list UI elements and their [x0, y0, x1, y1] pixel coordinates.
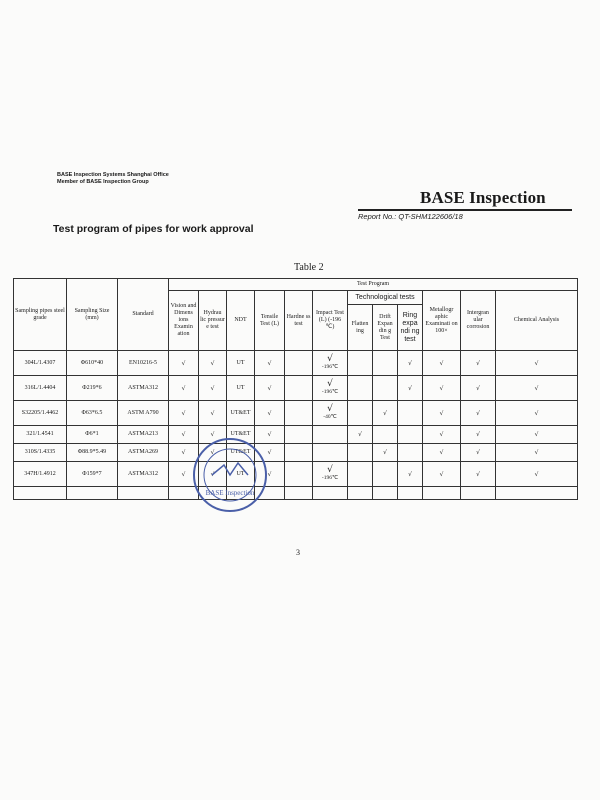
cell-size: Φ610*40 [67, 351, 118, 376]
cell-chemical: √ [496, 444, 578, 462]
cell-intergranular: √ [461, 462, 496, 487]
table-row [14, 426, 578, 444]
office-member: Member of BASE Inspection Group [57, 178, 149, 185]
empty-cell [118, 487, 169, 500]
cell-ndt: UT&ET [227, 444, 255, 462]
cell-grade: 347H/1.4912 [14, 462, 67, 487]
header-rule [358, 209, 572, 211]
header-metallographic: Metallogr aphic Examinati on 100× [423, 291, 461, 351]
cell-grade: 304L/1.4307 [14, 351, 67, 376]
empty-cell [313, 487, 348, 500]
header-technological-tests: Technological tests [348, 291, 423, 305]
cell-size: Φ63*6.5 [67, 401, 118, 426]
header-test-program: Test Program [169, 279, 578, 291]
header-sampling-size: Sampling Size (mm) [67, 279, 118, 351]
cell-standard: ASTMA312 [118, 462, 169, 487]
cell-intergranular: √ [461, 351, 496, 376]
cell-vision: √ [169, 444, 199, 462]
cell-metallographic: √ [423, 351, 461, 376]
cell-metallographic: √ [423, 401, 461, 426]
header-ndt: NDT [227, 291, 255, 351]
table-body [14, 351, 578, 500]
cell-flattening: √ [348, 426, 373, 444]
cell-chemical: √ [496, 351, 578, 376]
cell-ring [398, 426, 423, 444]
empty-cell [398, 487, 423, 500]
cell-ring: √ [398, 351, 423, 376]
page-number: 3 [296, 548, 300, 557]
cell-hardness [285, 444, 313, 462]
cell-hydraulic: √ [199, 444, 227, 462]
cell-tensile: √ [255, 426, 285, 444]
inspection-stamp [190, 435, 270, 515]
cell-metallographic: √ [423, 426, 461, 444]
cell-tensile: √ [255, 401, 285, 426]
impact-check: √ [327, 465, 333, 475]
impact-temperature: -196℃ [321, 389, 339, 395]
cell-hardness [285, 426, 313, 444]
cell-vision: √ [169, 351, 199, 376]
cell-ndt: UT [227, 462, 255, 487]
empty-cell [14, 487, 67, 500]
cell-hardness [285, 401, 313, 426]
cell-hardness [285, 462, 313, 487]
header-ring: Ring expa ndi ng test [398, 305, 423, 351]
cell-ndt: UT [227, 351, 255, 376]
cell-vision: √ [169, 376, 199, 401]
office-name: BASE Inspection Systems Shanghai Office [57, 172, 169, 178]
empty-cell [67, 487, 118, 500]
empty-row [14, 487, 578, 500]
cell-standard: ASTMA213 [118, 426, 169, 444]
cell-impact [313, 426, 348, 444]
cell-drift [373, 376, 398, 401]
header-hydraulic: Hydrau lic pressur e test [199, 291, 227, 351]
stamp-text: BASE Inspection [205, 489, 255, 497]
stamp-emblem [212, 463, 248, 475]
cell-ring [398, 401, 423, 426]
impact-temperature: -40℃ [323, 414, 337, 420]
cell-impact [313, 351, 348, 376]
empty-cell [285, 487, 313, 500]
cell-impact [313, 444, 348, 462]
office-block [57, 172, 169, 185]
cell-drift: √ [373, 401, 398, 426]
cell-ring: √ [398, 462, 423, 487]
cell-impact [313, 376, 348, 401]
header-vision: Vision and Dimens ions Examin ation [169, 291, 199, 351]
cell-ndt: UT&ET [227, 426, 255, 444]
cell-chemical: √ [496, 401, 578, 426]
cell-metallographic: √ [423, 444, 461, 462]
table-caption: Table 2 [294, 262, 324, 273]
empty-cell [496, 487, 578, 500]
empty-cell [373, 487, 398, 500]
table-row [14, 351, 578, 376]
header-standard: Standard [118, 279, 169, 351]
cell-impact [313, 401, 348, 426]
cell-tensile: √ [255, 351, 285, 376]
table-row [14, 376, 578, 401]
page-heading: Test program of pipes for work approval [53, 223, 254, 235]
cell-size: Φ159*7 [67, 462, 118, 487]
cell-ndt: UT&ET [227, 401, 255, 426]
cell-flattening [348, 351, 373, 376]
cell-vision: √ [169, 462, 199, 487]
cell-grade: 321/1.4541 [14, 426, 67, 444]
cell-drift [373, 351, 398, 376]
cell-ring [398, 444, 423, 462]
cell-chemical: √ [496, 376, 578, 401]
cell-standard: ASTMA312 [118, 376, 169, 401]
cell-chemical: √ [496, 462, 578, 487]
header-flattening: Flatten ing [348, 305, 373, 351]
cell-tensile: √ [255, 444, 285, 462]
cell-hydraulic: √ [199, 351, 227, 376]
cell-hydraulic: √ [199, 426, 227, 444]
cell-intergranular: √ [461, 426, 496, 444]
header-impact: Impact Test (L) (-196 ℃) [313, 291, 348, 351]
cell-flattening [348, 376, 373, 401]
cell-standard: ASTMA269 [118, 444, 169, 462]
cell-tensile: √ [255, 462, 285, 487]
cell-drift: √ [373, 444, 398, 462]
test-program-table [13, 278, 578, 500]
impact-check: √ [327, 404, 333, 414]
table-row [14, 444, 578, 462]
impact-check: √ [327, 354, 333, 364]
table-row [14, 462, 578, 487]
cell-vision: √ [169, 426, 199, 444]
impact-check: √ [327, 379, 333, 389]
cell-grade: S32205/1.4462 [14, 401, 67, 426]
cell-standard: EN10216-5 [118, 351, 169, 376]
header-hardness: Hardne ss test [285, 291, 313, 351]
cell-drift [373, 426, 398, 444]
cell-size: Φ219*6 [67, 376, 118, 401]
cell-standard: ASTM A790 [118, 401, 169, 426]
cell-intergranular: √ [461, 401, 496, 426]
header-tensile: Tensile Test (L) [255, 291, 285, 351]
cell-ndt: UT [227, 376, 255, 401]
cell-tensile: √ [255, 376, 285, 401]
cell-hydraulic: √ [199, 462, 227, 487]
cell-flattening [348, 462, 373, 487]
impact-temperature: -196℃ [321, 475, 339, 481]
cell-grade: 310S/1.4335 [14, 444, 67, 462]
cell-hydraulic: √ [199, 401, 227, 426]
cell-intergranular: √ [461, 376, 496, 401]
header-intergranular: Intergran ular corrosion [461, 291, 496, 351]
cell-grade: 316L/1.4404 [14, 376, 67, 401]
cell-chemical: √ [496, 426, 578, 444]
header-chemical: Chemical Analysis [496, 291, 578, 351]
cell-flattening [348, 401, 373, 426]
cell-size: Φ88.9*5.49 [67, 444, 118, 462]
empty-cell [348, 487, 373, 500]
cell-hydraulic: √ [199, 376, 227, 401]
cell-hardness [285, 351, 313, 376]
header-drift: Drift Expan din g Test [373, 305, 398, 351]
cell-hardness [285, 376, 313, 401]
cell-vision: √ [169, 401, 199, 426]
cell-metallographic: √ [423, 376, 461, 401]
cell-drift [373, 462, 398, 487]
empty-cell [423, 487, 461, 500]
cell-ring: √ [398, 376, 423, 401]
brand-title: BASE Inspection [420, 188, 546, 207]
impact-temperature: -196℃ [321, 364, 339, 370]
cell-size: Φ6*1 [67, 426, 118, 444]
cell-metallographic: √ [423, 462, 461, 487]
cell-impact [313, 462, 348, 487]
empty-cell [461, 487, 496, 500]
cell-flattening [348, 444, 373, 462]
cell-intergranular: √ [461, 444, 496, 462]
header-sampling-grade: Sampling pipes steel grade [14, 279, 67, 351]
report-number: Report No.: QT-SHM122606/18 [358, 212, 463, 221]
table-row [14, 401, 578, 426]
